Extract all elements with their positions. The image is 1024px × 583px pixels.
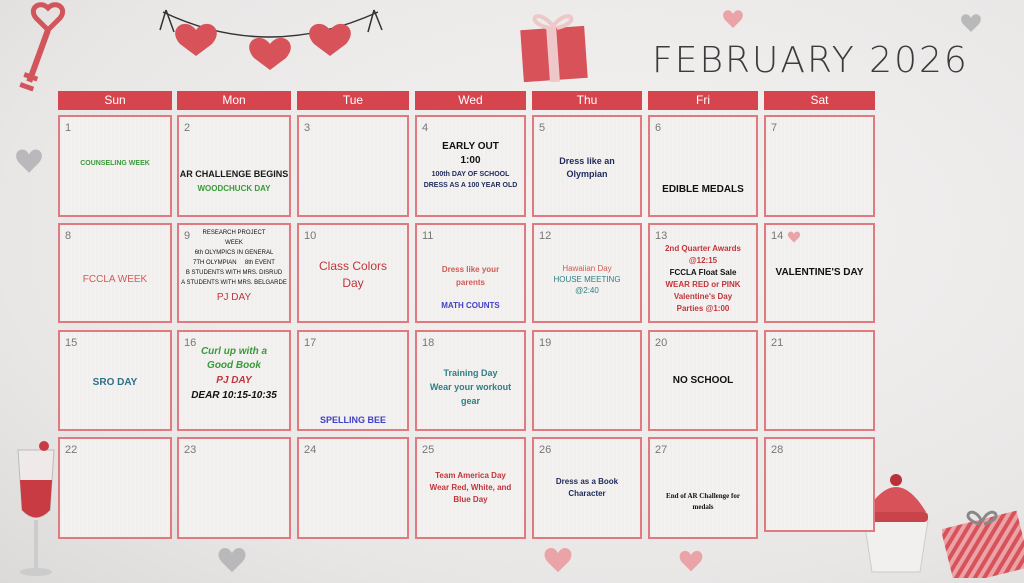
day-header-fri: Fri — [648, 91, 758, 110]
event-text: End of AR Challenge for — [666, 492, 740, 500]
day-cell — [415, 223, 526, 323]
event-text: EARLY OUT — [442, 141, 499, 152]
event-text: MATH COUNTS — [441, 301, 500, 310]
day-cell — [648, 223, 758, 323]
day-cell — [177, 223, 291, 323]
event-text: PJ DAY — [216, 375, 252, 386]
gift-box-icon — [516, 4, 592, 82]
event-text: DRESS AS A 100 YEAR OLD — [423, 182, 518, 189]
day-number: 22 — [65, 444, 78, 456]
day-cell — [415, 437, 526, 539]
day-number: 23 — [184, 444, 197, 456]
event-text: Day — [342, 276, 364, 290]
day-header-tue: Tue — [297, 91, 409, 110]
day-cell — [297, 223, 409, 323]
day-cell — [532, 330, 642, 431]
event-text: SPELLING BEE — [319, 415, 386, 425]
event-text: Hawaiian Day — [562, 264, 612, 273]
day-header-wed: Wed — [415, 91, 526, 110]
day-number: 5 — [539, 122, 546, 134]
day-header-thu: Thu — [532, 91, 642, 110]
day-number: 1 — [65, 122, 72, 134]
heart-garland-icon — [158, 2, 388, 72]
event-text: Curl up with a — [200, 346, 268, 357]
event-text: Parties @1:00 — [676, 304, 730, 313]
day-cell — [58, 115, 172, 217]
day-cell — [648, 115, 758, 217]
event-text: Team America Day — [435, 471, 506, 480]
heart-icon — [958, 12, 984, 34]
day-cell — [58, 223, 172, 323]
day-number: 20 — [655, 337, 668, 349]
day-cell — [764, 115, 875, 217]
event-text: WEEK — [225, 240, 243, 246]
day-cell — [297, 330, 409, 431]
day-cell — [58, 437, 172, 539]
event-text: WEAR RED or PINK — [665, 280, 741, 289]
day-number: 27 — [655, 444, 668, 456]
heart-icon — [12, 146, 46, 176]
day-number: 4 — [422, 122, 429, 134]
event-text: @2:40 — [575, 286, 599, 295]
day-number: 7 — [771, 122, 778, 134]
event-text: 1:00 — [460, 155, 481, 166]
day-number: 21 — [771, 337, 784, 349]
event-text: Wear Red, White, and — [429, 483, 512, 492]
day-cell — [415, 115, 526, 217]
event-text: A STUDENTS WITH MRS. BELGARDE — [181, 280, 287, 286]
heart-icon — [676, 548, 706, 574]
striped-gift-icon — [942, 496, 1024, 578]
day-cell — [764, 223, 875, 323]
event-text: HOUSE MEETING — [553, 275, 621, 284]
day-number: 15 — [65, 337, 78, 349]
heart-icon — [540, 545, 576, 575]
event-text: Olympian — [566, 169, 608, 179]
day-number: 25 — [422, 444, 435, 456]
day-cell — [415, 330, 526, 431]
day-cell — [532, 223, 642, 323]
heart-icon — [214, 545, 250, 575]
event-text: EDIBLE MEDALS — [662, 184, 744, 195]
event-text: Training Day — [443, 368, 498, 378]
day-number: 8 — [65, 230, 72, 242]
event-text: COUNSELING WEEK — [80, 160, 150, 167]
day-cell — [297, 115, 409, 217]
day-number: 28 — [771, 444, 784, 456]
day-header-mon: Mon — [177, 91, 291, 110]
day-number: 24 — [304, 444, 317, 456]
event-text: medals — [692, 503, 714, 511]
heart-icon — [786, 230, 802, 244]
day-cell — [58, 330, 172, 431]
event-text: NO SCHOOL — [672, 375, 734, 386]
month-title: FEBRUARY 2026 — [652, 40, 969, 81]
heart-icon — [720, 8, 746, 30]
day-number: 9 — [184, 230, 191, 242]
day-number: 14 — [771, 230, 784, 242]
day-number: 19 — [539, 337, 552, 349]
day-number: 12 — [539, 230, 552, 242]
day-number: 3 — [304, 122, 311, 134]
day-number: 16 — [184, 337, 197, 349]
event-text: RESEARCH PROJECT — [202, 230, 266, 236]
day-cell — [177, 115, 291, 217]
event-text: B STUDENTS WITH MRS. DISRUD — [185, 270, 283, 276]
event-text: WOODCHUCK DAY — [197, 184, 271, 193]
event-text: Character — [568, 489, 606, 498]
day-number: 26 — [539, 444, 552, 456]
day-cell — [648, 437, 758, 539]
day-cell — [764, 437, 875, 532]
event-text: Dress like an — [559, 156, 615, 166]
event-text: FCCLA WEEK — [82, 274, 148, 285]
event-text: Good Book — [207, 360, 261, 371]
event-text: AR CHALLENGE BEGINS — [179, 169, 289, 179]
day-number: 17 — [304, 337, 317, 349]
event-text: VALENTINE'S DAY — [775, 267, 864, 278]
day-cell — [177, 437, 291, 539]
event-text: Valentine's Day — [673, 292, 733, 301]
day-header-sun: Sun — [58, 91, 172, 110]
event-text: FCCLA Float Sale — [669, 268, 737, 277]
event-text: SRO DAY — [92, 377, 138, 388]
event-text: 6th OLYMPICS IN GENERAL — [194, 250, 274, 256]
event-text: Class Colors — [318, 259, 387, 273]
day-cell — [532, 437, 642, 539]
day-number: 18 — [422, 337, 435, 349]
day-number: 11 — [422, 230, 434, 242]
day-cell — [177, 330, 291, 431]
day-header-sat: Sat — [764, 91, 875, 110]
event-text: PJ DAY — [216, 292, 252, 303]
event-text: gear — [460, 396, 480, 406]
day-cell — [764, 330, 875, 431]
event-text: Blue Day — [453, 495, 488, 504]
day-cell — [297, 437, 409, 539]
event-text: Dress as a Book — [555, 477, 619, 486]
event-text: Dress like your — [441, 265, 500, 274]
day-cell — [532, 115, 642, 217]
day-number: 6 — [655, 122, 662, 134]
event-text: 100th DAY OF SCHOOL — [431, 171, 510, 178]
day-number: 2 — [184, 122, 191, 134]
event-text: parents — [456, 278, 485, 287]
day-cell — [648, 330, 758, 431]
event-text: 2nd Quarter Awards — [664, 244, 742, 253]
event-text: 7TH OLYMPIAN 8th EVENT — [193, 260, 275, 266]
event-text: @12:15 — [688, 256, 718, 265]
day-number: 13 — [655, 230, 668, 242]
event-text: Wear your workout — [429, 382, 512, 392]
event-text: DEAR 10:15-10:35 — [191, 390, 277, 401]
wine-glass-icon — [14, 440, 58, 580]
day-number: 10 — [304, 230, 317, 242]
